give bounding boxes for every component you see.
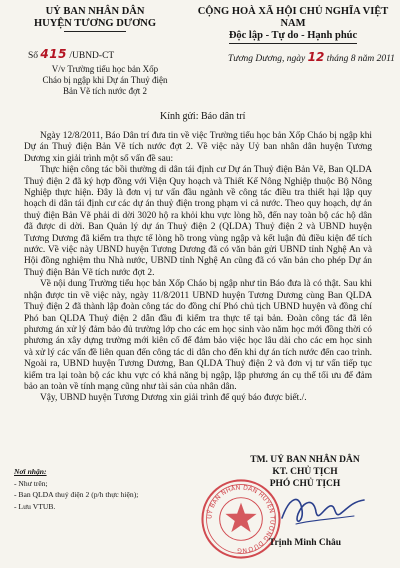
subject-block [30,64,180,97]
date-month-year: tháng 8 năm 2011 [326,54,395,64]
doc-number-suffix: /UBND-CT [69,51,115,61]
subject-line: Bản Vẽ tích nước đợt 2 [63,86,147,96]
handwritten-signature-icon [278,488,368,532]
letter-body [24,131,372,405]
sign-line-2: KT. CHỦ TỊCH [272,467,338,477]
recipients-title: Nơi nhận: [14,467,47,476]
header-divider-left [64,31,126,32]
place-label: Tương Dương, ngày [228,54,306,64]
body-paragraph: Về nội dung Trường tiểu học bản Xốp Cháo bị ngập như tin Báo đưa là có thật. Sau khi nhận được tin về việc này, ngày 11/8/2011 UBND huyện Tương Dương cùng Ban QLDA Thuỷ điện 2 đã thành lập đoàn công tác do đồng chí Phó chủ tịch UBND huyện và đồng chí Phó ban QLDA Thuỷ điện 2 dẫn đầu đi kiểm tra thực tế tại bản. Đoàn công tác đã lên phương án xử lý đảm bảo đủ trường lớp cho các em học sinh vào năm học mới đồng thời có phương án xây dựng trường mới kiên cố để đảm bảo việc học lâu dài cho các em học sinh và xử lý các vấn đề liên quan đến công tác di dân cho đến khi dự án tích nước đến cao trình. Ngoài ra, UBND huyện Tương Dương, Ban QLDA Thuỷ điện 2 và đơn vị tư vấn tiếp tục kiểm tra lại toàn bộ các khu vực có khả năng bị ngập, lập phương án cụ thể tối ưu để đảm bảo an toàn về tính mạng cũng như tài sản của nhân dân. [24,279,372,392]
place-and-date [228,50,395,64]
header-divider-right [229,43,357,44]
addressee: Kính gửi: Báo dân trí [160,111,246,122]
subject-line: V/v Trường tiểu học bản Xốp [51,64,159,74]
body-paragraph: Thực hiện công tác bồi thường di dân tái định cư Dự án Thuỷ điện Bản Vẽ, Ban QLDA Thuỷ điện 2 đã ký hợp đồng với Viện Quy hoạch và Thiết Kế Nông Nghiệp thuộc Bộ Nông Nghiệp thực hiện. Đây là đơn vị tư vấn đầu ngành về công tác điều tra thiết hại lập quy hoạch di dân tái định cư các dự án thuỷ điện trong phạm vi cả nước. Theo quy hoạch, dự án thuỷ điện Bản Vẽ phải di dời 3020 hộ ra khỏi khu vực lòng hồ, đến nay toàn bộ các hộ dân đã được di dời. Ban Quản lý dự án Thuỷ điện 2 (QLDA) Thuỷ điện 2 và UBND huyện Tương Dương đã kiểm tra thực tế lòng hồ trong vùng ngập và kết luận đủ điều kiện để tích nước. Về việc này UBND huyện Tương Dương đã có văn bản gửi UBND tỉnh Nghệ An và Hội đồng nghiệm thu Nhà nước, UBND tỉnh Nghệ An cũng đã có văn bản cho phép Dự án Thuỷ điện Bản Vẽ tích nước đợt 2. [24,165,372,278]
recipient-item: - Lưu VTUB. [14,501,56,511]
sign-line-3: PHÓ CHỦ TỊCH [269,479,341,489]
doc-number-handwritten: 415 [40,47,67,61]
national-motto: Độc lập - Tự do - Hạnh phúc [228,30,358,41]
recipient-item: - Như trên; [14,478,48,488]
recipient-item: - Ban QLDA thuỷ điện 2 (p/h thực hiện); [14,490,139,499]
nation-name: CỘNG HOÀ XÃ HỘI CHỦ NGHĨA VIỆT NAM [197,6,389,29]
org-line-2: HUYỆN TƯƠNG DƯƠNG [33,18,157,29]
seal-text: UỶ BAN NHÂN DÂN HUYỆN TƯƠNG DƯƠNG [206,484,276,554]
signer-name: Trịnh Minh Châu [268,538,342,548]
org-line-1: UỶ BAN NHÂN DÂN [45,6,145,17]
date-day-handwritten: 12 [307,50,325,64]
document-number [28,48,114,62]
doc-number-prefix: Số [28,51,39,61]
issuing-authority [6,6,184,32]
national-title [190,6,396,44]
body-paragraph: Ngày 12/8/2011, Báo Dân trí đưa tin về việc Trường tiểu học bản Xốp Cháo bị ngập khi Dự án Thuỷ điện Bản Vẽ tích nước đợt 2. Về việc này Uỷ ban nhân dân huyện Tương Dương xin giải trình một số vấn đề sau: [24,131,372,164]
closing-paragraph: Vậy, UBND huyện Tương Dương xin giải trình để quý báo được biết./. [40,393,307,404]
sign-line-1: TM. UỶ BAN NHÂN DÂN [250,455,360,465]
subject-line: Cháo bị ngập khi Dự án Thuỷ điện [42,75,168,85]
recipients-list [14,466,174,512]
